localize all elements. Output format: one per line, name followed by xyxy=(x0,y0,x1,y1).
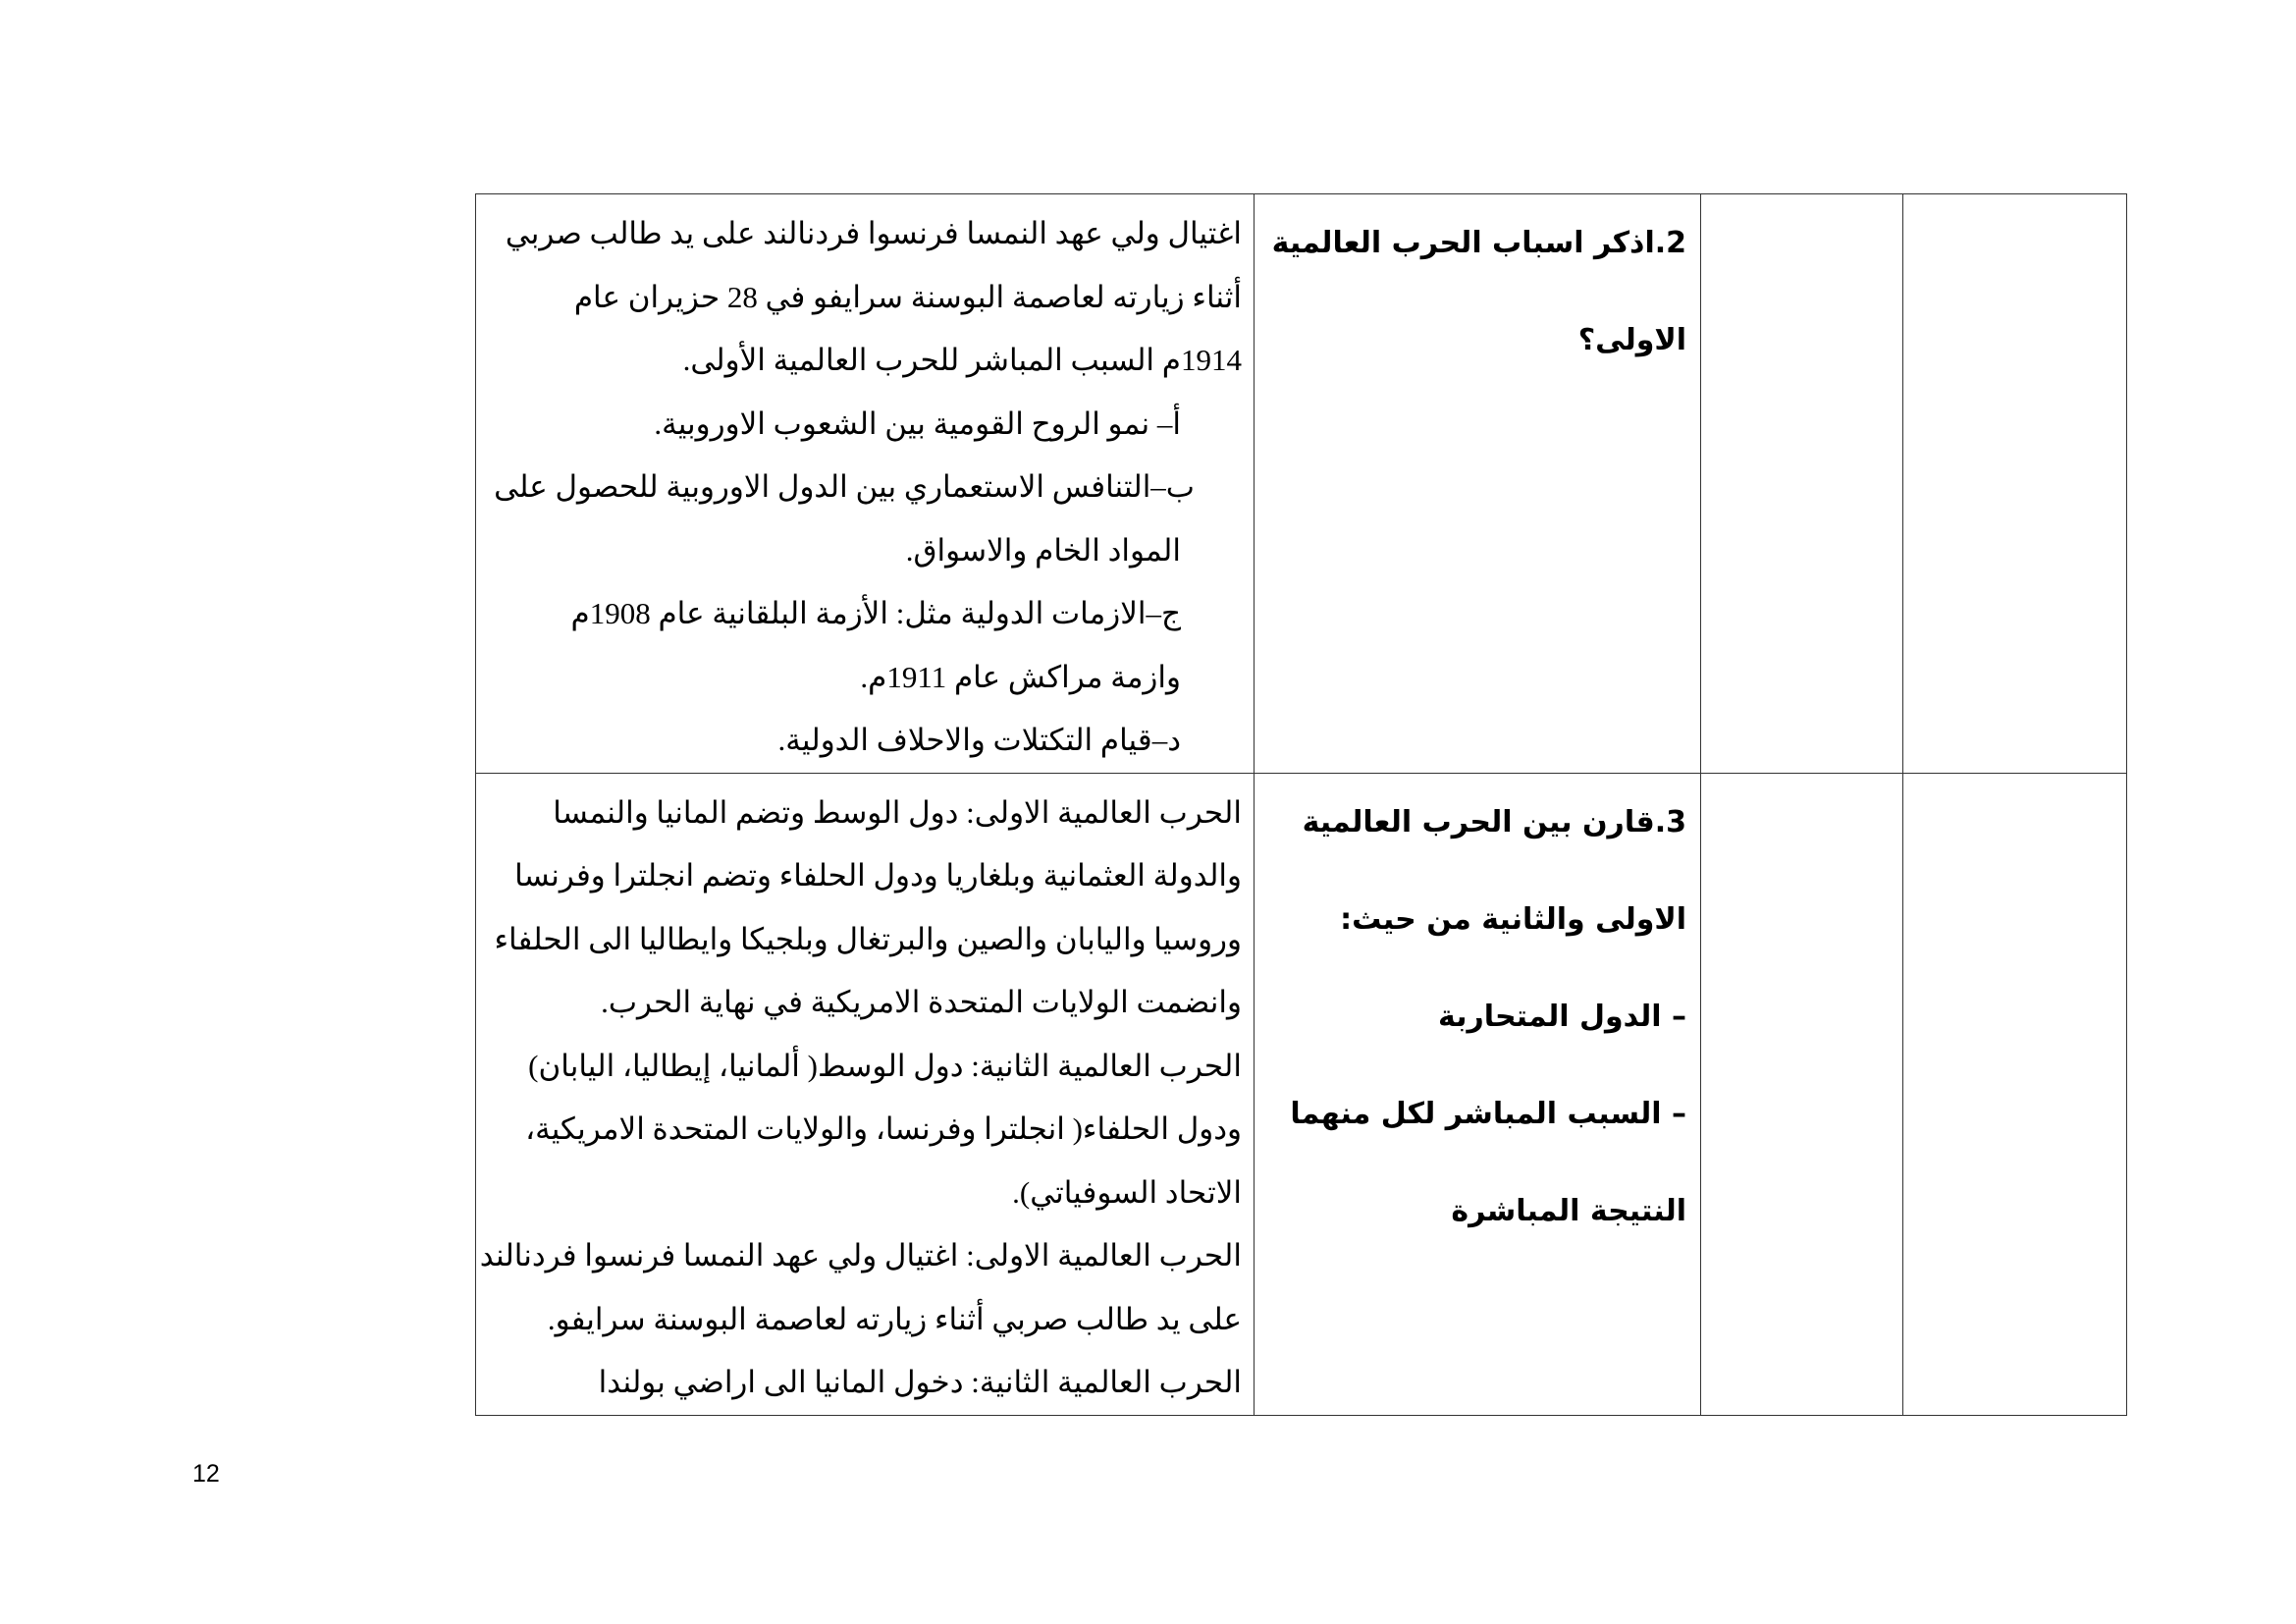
empty-cell xyxy=(1903,773,2127,1415)
empty-cell xyxy=(1701,773,1903,1415)
answer-line: والدولة العثمانية وبلغاريا ودول الحلفاء وتضم انجلترا وفرنسا xyxy=(514,858,1242,893)
answer-line: أ– نمو الروح القومية بين الشعوب الاوروبية. xyxy=(654,406,1181,441)
empty-cell xyxy=(1903,194,2127,774)
question-line: النتيجة المباشرة xyxy=(1451,1193,1686,1228)
answer-line: على يد طالب صربي أثناء زيارته لعاصمة البوسنة سرايفو. xyxy=(547,1301,1242,1336)
answer-line: د–قيام التكتلات والاحلاف الدولية. xyxy=(777,723,1181,757)
questions-table xyxy=(475,193,2127,1416)
answer-line: الحرب العالمية الاولى: دول الوسط وتضم المانيا والنمسا xyxy=(553,794,1242,830)
answer-line: وانضمت الولايات المتحدة الامريكية في نهاية الحرب. xyxy=(601,985,1242,1019)
answer-line: الحرب العالمية الثانية: دول الوسط( ألمانيا، إيطاليا، اليابان) xyxy=(528,1048,1242,1083)
question-cell xyxy=(1255,773,1701,1415)
answer-line: ب–التنافس الاستعماري بين الدول الاوروبية للحصول على xyxy=(494,469,1195,504)
answer-line: ودول الحلفاء( انجلترا وفرنسا، والولايات المتحدة الامريكية، xyxy=(525,1111,1242,1146)
question-line: الاولى والثانية من حيث: xyxy=(1340,901,1686,937)
answer-line: الحرب العالمية الاولى: اغتيال ولي عهد النمسا فرنسوا فردنالند xyxy=(479,1238,1242,1272)
answer-line: 1914م السبب المباشر للحرب العالمية الأولى. xyxy=(682,343,1242,377)
answer-line: وازمة مراكش عام 1911م. xyxy=(860,659,1181,694)
answer-line: المواد الخام والاسواق. xyxy=(905,532,1181,568)
page-number: 12 xyxy=(192,1460,220,1488)
question-line: – الدول المتحاربة xyxy=(1438,999,1686,1034)
answer-line: اغتيال ولي عهد النمسا فرنسوا فردنالند على يد طالب صربي xyxy=(505,216,1242,250)
answer-line: وروسيا واليابان والصين والبرتغال وبلجيكا وايطاليا الى الحلفاء xyxy=(494,921,1242,956)
answer-line: الاتحاد السوفياتي). xyxy=(1012,1174,1242,1210)
table-row xyxy=(476,773,2127,1415)
answer-line: أثناء زيارته لعاصمة البوسنة سرايفو في 28 حزيران عام xyxy=(573,279,1242,314)
answer-cell xyxy=(476,773,1255,1415)
answer-line: الحرب العالمية الثانية: دخول المانيا الى اراضي بولندا xyxy=(598,1365,1242,1399)
question-line: 2.اذكر اسباب الحرب العالمية xyxy=(1271,226,1686,260)
question-cell xyxy=(1255,194,1701,774)
question-line: – السبب المباشر لكل منهما xyxy=(1290,1096,1686,1131)
question-line: الاولى؟ xyxy=(1577,323,1686,357)
table-row xyxy=(476,194,2127,774)
question-line: 3.قارن بين الحرب العالمية xyxy=(1302,804,1686,839)
answer-line: ج–الازمات الدولية مثل: الأزمة البلقانية عام 1908م xyxy=(570,596,1181,630)
empty-cell xyxy=(1701,194,1903,774)
answer-cell xyxy=(476,194,1255,774)
